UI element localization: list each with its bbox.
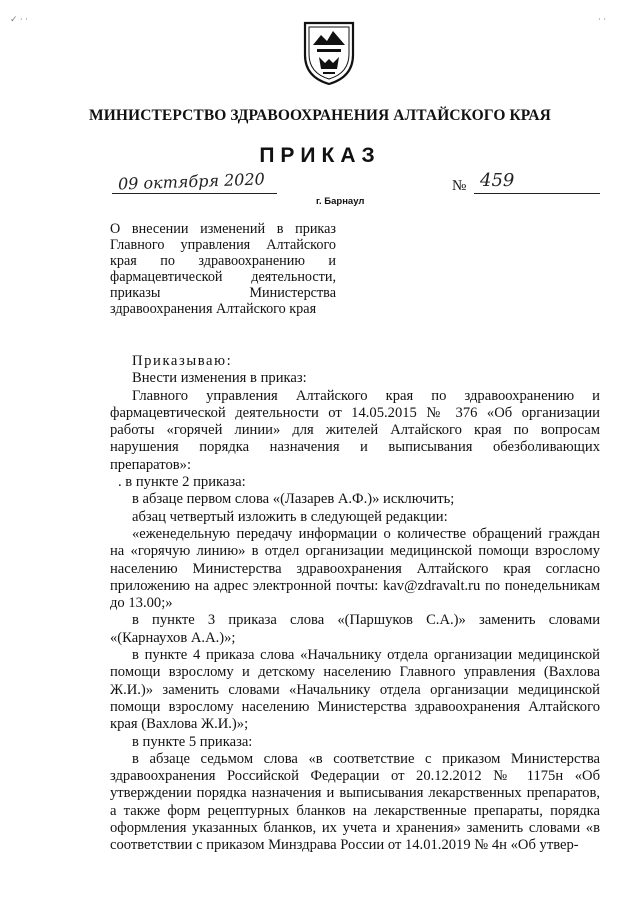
- body-paragraph: Главного управления Алтайского края по здравоохранению и фармацевтической деятельности от 14.05.2015 № 376 «Об организации работы «горячей линии» для жителей Алтайского края по вопросам нарушения порядка назначения и выписывания обезболивающих препаратов»:: [110, 387, 600, 473]
- body-paragraph: «еженедельную передачу информации о количестве обращений граждан на «горячую линию» в отдел организации медицинской помощи взрослому населению Министерства здравоохранения Алтайского края согласно приложению на адрес электронной почты: kav@zdravalt.ru по понедельникам до 13.00;»: [110, 525, 600, 612]
- order-date-handwritten: 09 октября 2020: [117, 169, 266, 194]
- city-label: г. Барнаул: [316, 196, 365, 207]
- scan-mark-left: ✓ · ·: [10, 14, 29, 24]
- order-directive: Приказываю:: [132, 353, 233, 369]
- order-subject: О внесении изменений в приказ Главного управления Алтайского края по здравоохранению и фармацевтической деятельности, приказы Министерства здравоохранения Алтайского края: [110, 221, 336, 317]
- body-paragraph: Внести изменения в приказ:: [132, 370, 307, 387]
- date-underline: [112, 193, 277, 194]
- order-body: [110, 353, 600, 855]
- number-underline: [474, 193, 600, 194]
- number-label: №: [452, 178, 467, 194]
- body-paragraph: в абзаце первом слова «(Лазарев А.Ф.)» исключить;: [132, 491, 455, 508]
- document-title: ПРИКАЗ: [259, 144, 381, 167]
- body-paragraph: в пункте 5 приказа:: [132, 733, 253, 750]
- body-paragraph: в пункте 3 приказа слова «(Паршуков С.А.)» заменить словами «(Карнаухов А.А.)»;: [110, 612, 600, 646]
- scan-mark-right: · ·: [598, 14, 607, 24]
- body-paragraph: в пункте 4 приказа слова «Начальнику отдела организации медицинской помощи взрослому и детскому населению Главного управления (Вахлова Ж.И.)» заменить словами «Начальнику отдела организации медицинской помощи взрослому населению Министерства здравоохранения Алтайского края (Вахлова Ж.И.)»;: [110, 647, 600, 733]
- body-paragraph: в абзаце седьмом слова «в соответствие с приказом Министерства здравоохранения Российской Федерации от 20.12.2012 № 1175н «Об утверждении порядка назначения и выписывания лекарственных препаратов, а также форм рецептурных бланков на лекарственные препараты, порядка оформления указанных бланков, их учета и хранения» заменить словами «в соответствии с приказом Минздрава России от 14.01.2019 № 4н «Об утвер-: [110, 750, 600, 854]
- order-number-handwritten: 459: [480, 170, 515, 191]
- ministry-name: МИНИСТЕРСТВО ЗДРАВООХРАНЕНИЯ АЛТАЙСКОГО КРАЯ: [89, 107, 551, 124]
- body-paragraph: . в пункте 2 приказа:: [118, 474, 246, 491]
- coat-of-arms-icon: [301, 17, 357, 87]
- body-paragraph: абзац четвертый изложить в следующей редакции:: [132, 508, 448, 525]
